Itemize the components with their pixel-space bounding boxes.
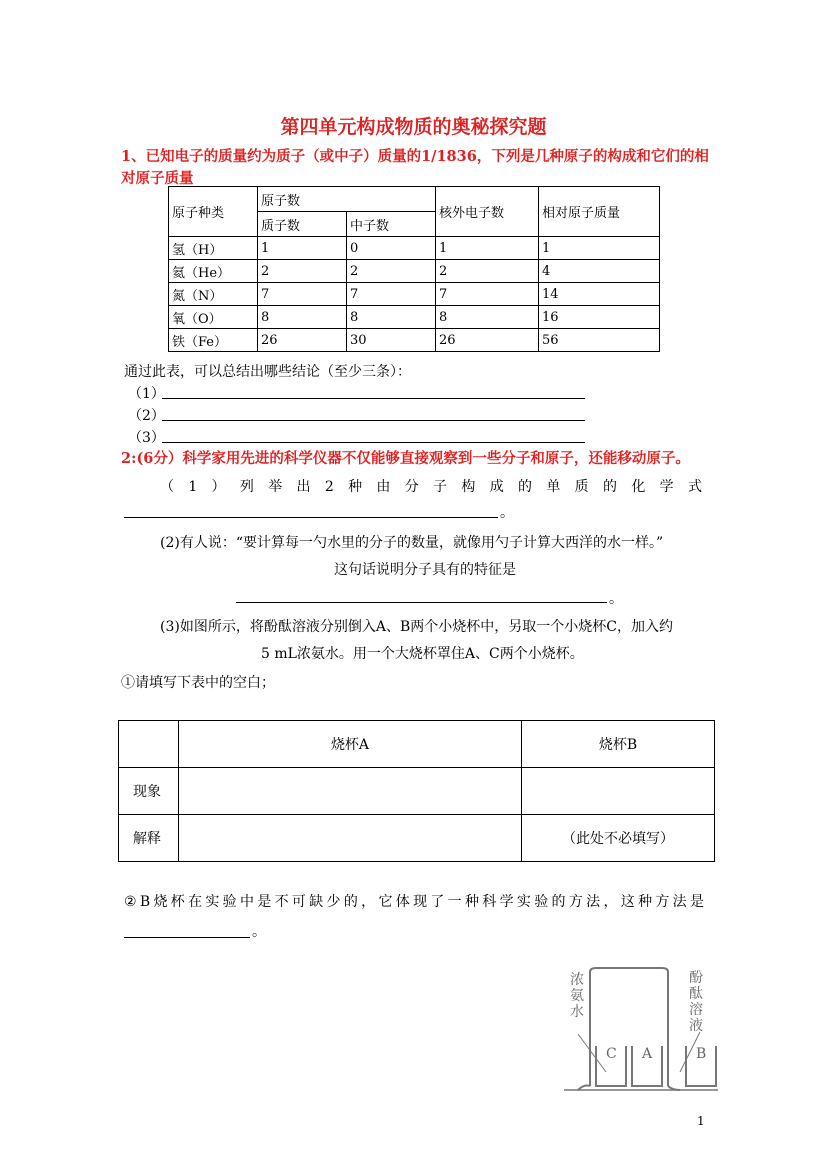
page-number: 1 [697, 1114, 705, 1128]
question-1-text: 1、已知电子的质量约为质子（或中子）质量的1/1836，下列是几种原子的构成和它们的相对原子质量 [121, 148, 709, 187]
answer-cell-b-phenomenon[interactable] [522, 768, 715, 815]
answer-line-sub1[interactable] [124, 517, 498, 518]
header-mass: 相对原子质量 [539, 187, 660, 237]
answer-cell-a-phenomenon[interactable] [179, 768, 522, 815]
large-beaker-outline [590, 968, 668, 1086]
answer-cell-a-explanation[interactable] [179, 815, 522, 862]
conclusion-prompt: 通过此表，可以总结出哪些结论（至少三条）： [124, 364, 411, 380]
circle2-end: 。 [252, 924, 266, 940]
sub-question-2a: (2)有人说：“要计算每一勺水里的分子的数量，就像用勺子计算大西洋的水一样。” [160, 535, 664, 551]
label-left-2: 水 [570, 1004, 584, 1020]
cell: 7 [258, 283, 347, 306]
item-label-2: （2） [128, 408, 165, 424]
cell: 2 [436, 260, 539, 283]
answer-line-sub2[interactable] [236, 602, 607, 603]
sub1-end: 。 [500, 505, 514, 521]
header-beaker-a: 烧杯A [179, 721, 522, 768]
label-right-3: 液 [689, 1018, 703, 1034]
page-title: 第四单元构成物质的奥秘探究题 [280, 116, 547, 138]
cell: 26 [258, 329, 347, 352]
table-row [169, 283, 660, 306]
header-atom-kind: 原子种类 [169, 187, 258, 237]
cell: 7 [436, 283, 539, 306]
cell: 30 [347, 329, 436, 352]
header-proton: 质子数 [258, 212, 347, 237]
circle-item-2: ②B烧杯在实验中是不可缺少的，它体现了一种科学实验的方法，这种方法是 [124, 894, 704, 910]
answer-line-2[interactable] [162, 420, 585, 421]
table-row [119, 768, 715, 815]
table-row [169, 260, 660, 283]
beaker-observation-table [118, 720, 715, 862]
cell: 14 [539, 283, 660, 306]
cup-c-label: C [606, 1046, 617, 1062]
cell: 8 [258, 306, 347, 329]
cell: 氧（O） [169, 306, 258, 329]
circle-item-1: ①请填写下表中的空白； [121, 675, 275, 691]
sub-question-1: （1）列举出2种由分子构成的单质的化学式 [160, 479, 702, 495]
cell: 氢（H） [169, 237, 258, 260]
cell: 氦（He） [169, 260, 258, 283]
cell: 2 [347, 260, 436, 283]
corner-cell [119, 721, 179, 768]
cell: 0 [347, 237, 436, 260]
row-label-phenomenon: 现象 [119, 768, 179, 815]
cell: 1 [258, 237, 347, 260]
answer-line-method[interactable] [124, 937, 250, 938]
cell: 16 [539, 306, 660, 329]
label-right-1: 酞 [689, 986, 703, 1002]
cell: 7 [347, 283, 436, 306]
label-right-2: 溶 [689, 1002, 703, 1018]
label-left-0: 浓 [570, 972, 584, 988]
cell: 氮（N） [169, 283, 258, 306]
item-label-3: （3） [128, 430, 165, 446]
header-atom-number: 原子数 [258, 187, 436, 212]
label-right-0: 酚 [689, 970, 703, 986]
item-label-1: （1） [128, 386, 165, 402]
table-row [169, 329, 660, 352]
sub-question-2b: 这句话说明分子具有的特征是 [334, 562, 516, 578]
cup-b-label: B [696, 1046, 707, 1062]
sub-question-3b: 5 mL浓氨水。用一个大烧杯罩住A、C两个小烧杯。 [261, 646, 584, 662]
cell: 8 [436, 306, 539, 329]
row-label-explanation: 解释 [119, 815, 179, 862]
atom-composition-table [168, 186, 660, 352]
cup-a-label: A [642, 1046, 653, 1062]
experiment-figure [560, 962, 720, 1112]
header-neutron: 中子数 [347, 212, 436, 237]
cell: 1 [539, 237, 660, 260]
header-electron: 核外电子数 [436, 187, 539, 237]
table-row [119, 721, 715, 768]
cell: 26 [436, 329, 539, 352]
note-cell: （此处不必填写） [522, 815, 715, 862]
table-row [169, 237, 660, 260]
cell: 铁（Fe） [169, 329, 258, 352]
answer-line-3[interactable] [162, 442, 585, 443]
cell: 1 [436, 237, 539, 260]
sub-question-3a: (3)如图所示，将酚酞溶液分别倒入A、B两个小烧杯中，另取一个小烧杯C，加入约 [160, 619, 673, 635]
cell: 4 [539, 260, 660, 283]
label-left-1: 氨 [570, 988, 584, 1004]
table-row [119, 815, 715, 862]
cell: 2 [258, 260, 347, 283]
answer-line-1[interactable] [162, 398, 585, 399]
table-row [169, 306, 660, 329]
sub2-end: 。 [609, 591, 623, 607]
header-beaker-b: 烧杯B [522, 721, 715, 768]
question-2-text: 2:(6分）科学家用先进的科学仪器不仅能够直接观察到一些分子和原子，还能移动原子。 [121, 450, 690, 467]
cell: 8 [347, 306, 436, 329]
cell: 56 [539, 329, 660, 352]
